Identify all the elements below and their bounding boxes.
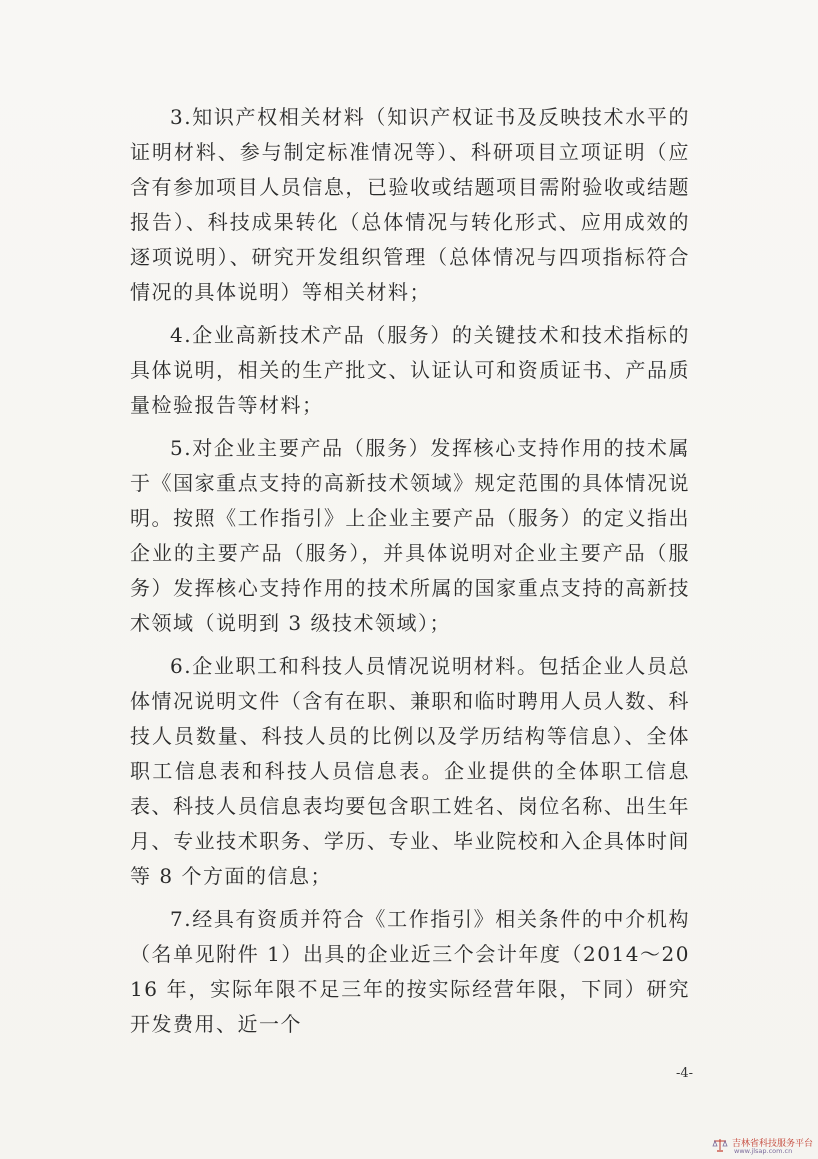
watermark	[712, 1136, 812, 1156]
paragraph-item-4: 4.企业高新技术产品（服务）的关键技术和技术指标的具体说明，相关的生产批文、认证认可和资质证书、产品质量检验报告等材料；	[130, 323, 690, 417]
scales-logo-icon	[712, 1138, 728, 1152]
paragraph-item-7: 7.经具有资质并符合《工作指引》相关条件的中介机构（名单见附件 1）出具的企业近三个会计年度（2014～2016 年，实际年限不足三年的按实际经营年限，下同）研究开发费用、近一个	[130, 907, 690, 1036]
watermark-title: 吉林省科技服务平台	[732, 1139, 814, 1149]
paragraph-item-3: 3.知识产权相关材料（知识产权证书及反映技术水平的证明材料、参与制定标准情况等）、科研项目立项证明（应含有参加项目人员信息，已验收或结题项目需附验收或结题报告）、科技成果转化（总体情况与转化形式、应用成效的逐项说明）、研究开发组织管理（总体情况与四项指标符合情况的具体说明）等相关材料；	[130, 105, 690, 304]
paragraph-item-6: 6.企业职工和科技人员情况说明材料。包括企业人员总体情况说明文件（含有在职、兼职和临时聘用人员人数、科技人员数量、科技人员的比例以及学历结构等信息）、全体职工信息表和科技人员信息表。企业提供的全体职工信息表、科技人员信息表均要包含职工姓名、岗位名称、出生年月、专业技术职务、学历、专业、毕业院校和入企具体时间等 8 个方面的信息；	[130, 654, 690, 888]
document-body	[130, 100, 690, 1042]
watermark-url: www.jlsap.com.cn	[734, 1147, 793, 1155]
paragraph-item-5: 5.对企业主要产品（服务）发挥核心支持作用的技术属于《国家重点支持的高新技术领域》规定范围的具体情况说明。按照《工作指引》上企业主要产品（服务）的定义指出企业的主要产品（服务），并具体说明对企业主要产品（服务）发挥核心支持作用的技术所属的国家重点支持的高新技术领域（说明到 3 级技术领域）；	[130, 436, 690, 635]
page-number: -4-	[676, 1066, 694, 1081]
